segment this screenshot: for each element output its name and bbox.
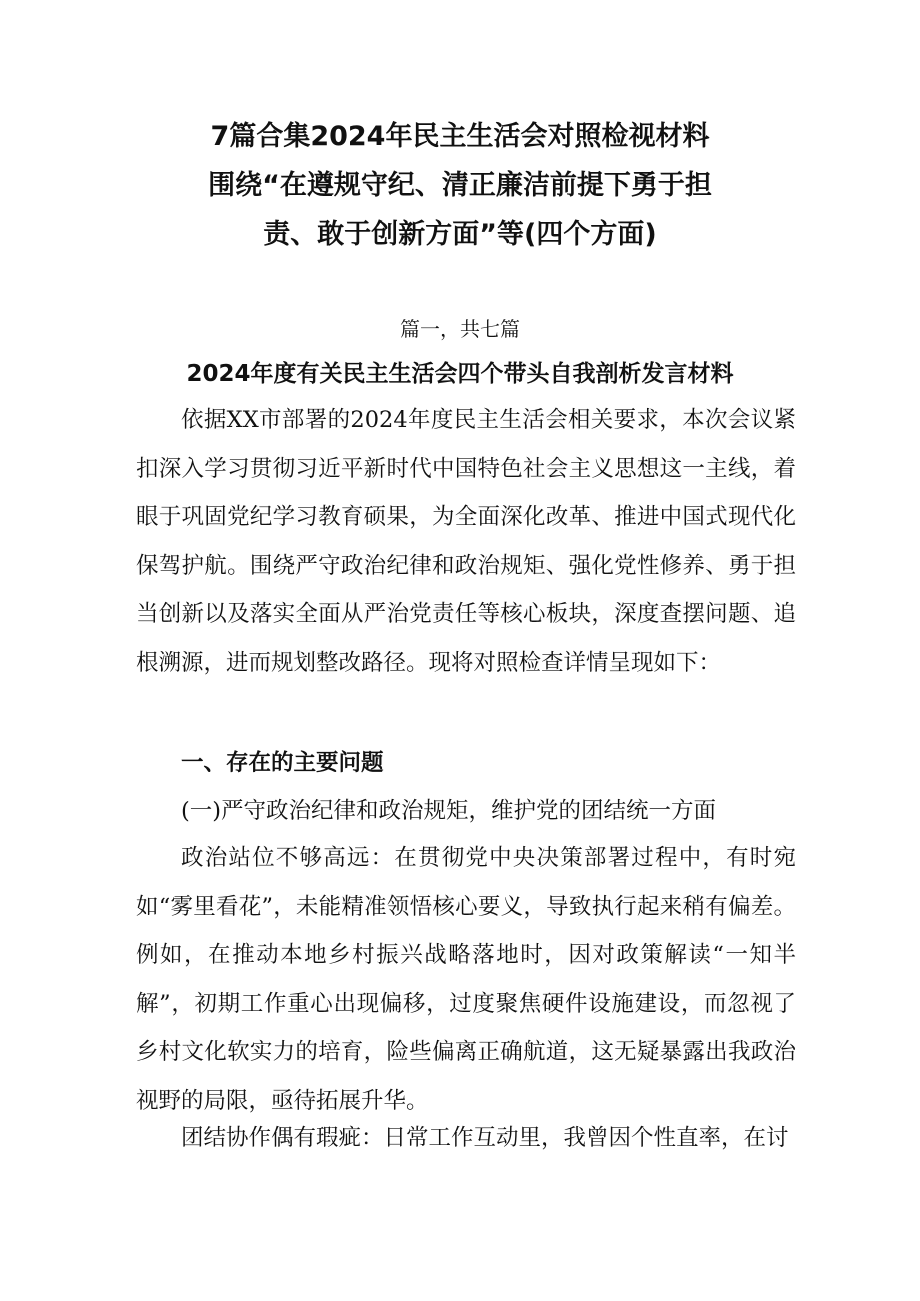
part-label: 篇一，共七篇 [400, 317, 520, 341]
body-paragraph-truncated: 团结协作偶有瑕疵：日常工作互动里，我曾因个性直率，在讨 [181, 1125, 789, 1151]
subsection-heading: (一)严守政治纪律和政治规矩，维护党的团结统一方面 [181, 798, 717, 824]
section-heading: 一、存在的主要问题 [181, 750, 384, 776]
document-subtitle: 2024年度有关民主生活会四个带头自我剖析发言材料 [186, 361, 734, 387]
document-title-line-1: 7篇合集2024年民主生活会对照检视材料 [210, 121, 710, 152]
document-title-line-2: 围绕“在遵规守纪、清正廉洁前提下勇于担 [208, 170, 712, 201]
intro-paragraph: 依据XX市部署的2024年度民主生活会相关要求，本次会议紧扣深入学习贯彻习近平新时代中国特色社会主义思想这一主线，着眼于巩固党纪学习教育硕果，为全面深化改革、推进中国式现代化保驾护航。围绕严守政治纪律和政治规矩、强化党性修养、勇于担当创新以及落实全面从严治党责任等核心板块，深度查摆问题、追根溯源，进而规划整改路径。现将对照检查详情呈现如下： [136, 407, 796, 676]
body-paragraph: 政治站位不够高远：在贯彻党中央决策部署过程中，有时宛如“雾里看花”，未能精准领悟核心要义，导致执行起来稍有偏差。例如，在推动本地乡村振兴战略落地时，因对政策解读“一知半解”，初期工作重心出现偏移，过度聚焦硬件设施建设，而忽视了乡村文化软实力的培育，险些偏离正确航道，这无疑暴露出我政治视野的局限，亟待拓展升华。 [136, 845, 796, 1114]
document-title-line-3: 责、敢于创新方面”等(四个方面) [263, 219, 657, 250]
